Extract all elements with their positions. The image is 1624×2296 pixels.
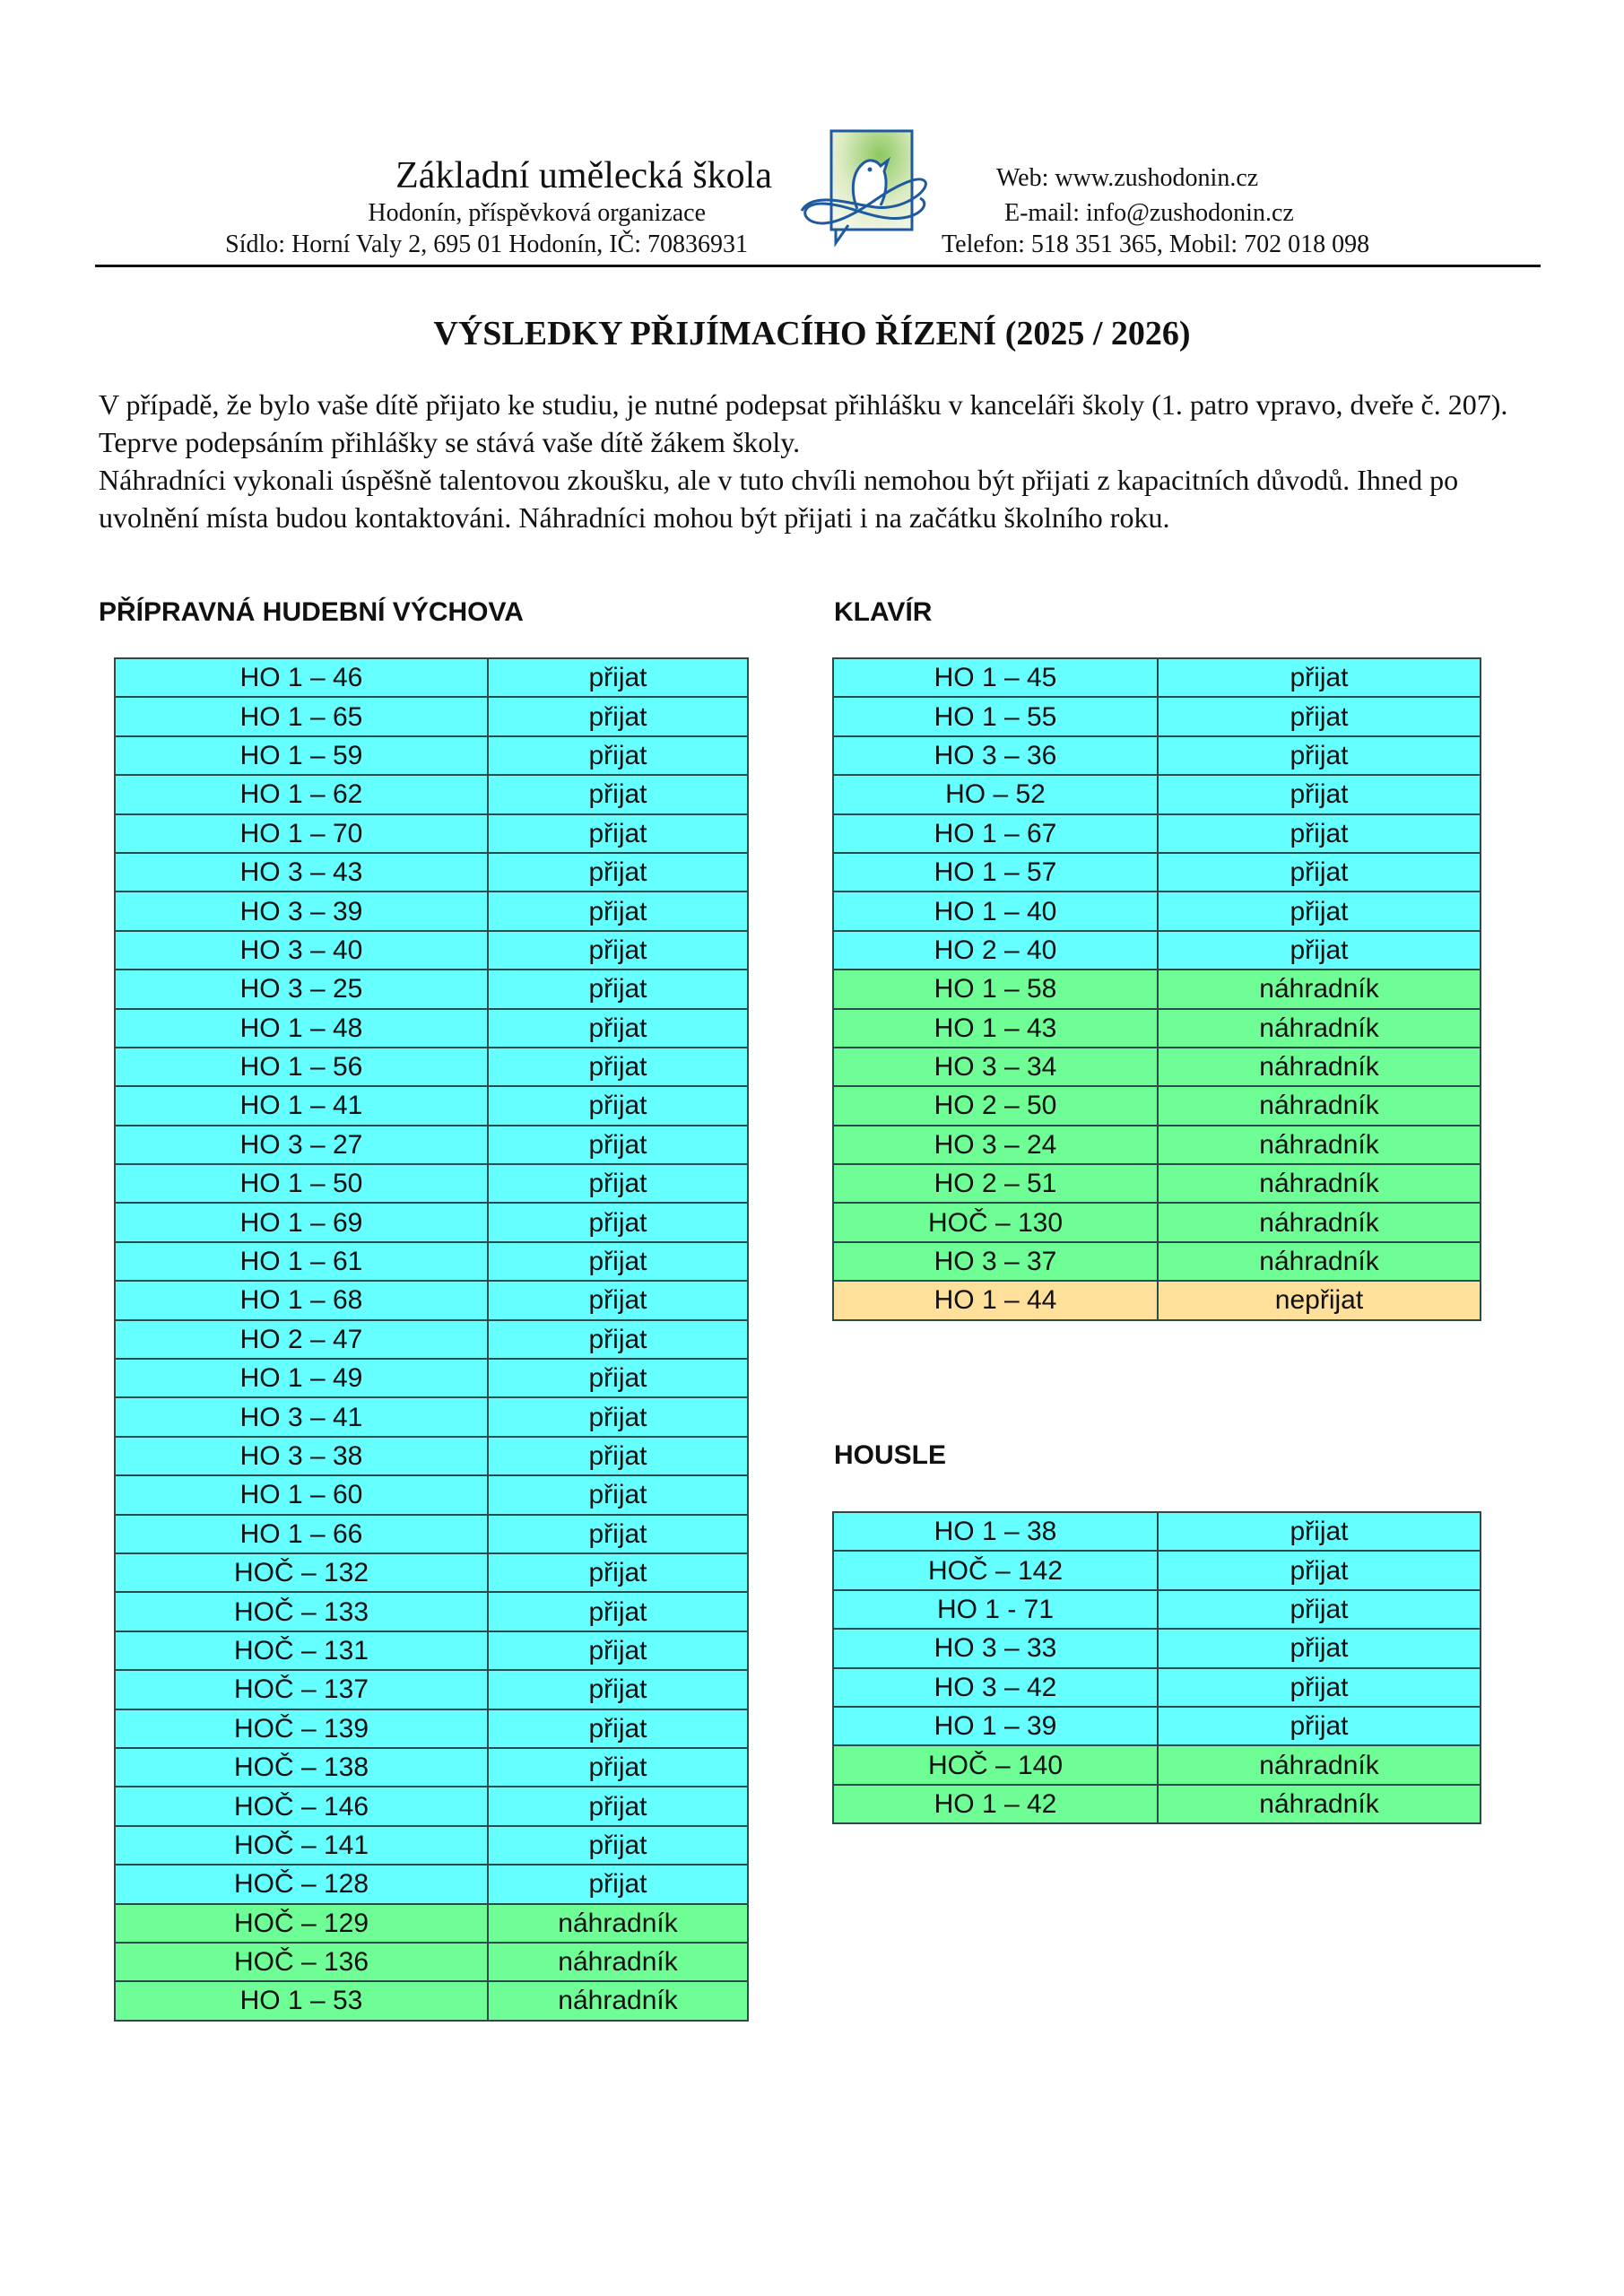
applicant-code: HO 1 – 48 [115, 1009, 488, 1048]
applicant-code: HO 1 – 41 [115, 1086, 488, 1125]
admission-status: přijat [488, 1475, 748, 1514]
table-row [115, 1631, 748, 1670]
applicant-code: HO 2 – 51 [833, 1164, 1158, 1203]
applicant-code: HOČ – 146 [115, 1787, 488, 1825]
admission-status: přijat [488, 814, 748, 853]
table-row [115, 1164, 748, 1203]
admission-status: nepřijat [1158, 1281, 1481, 1319]
table-row [115, 1242, 748, 1281]
table-row [115, 931, 748, 970]
table-row [115, 1943, 748, 1981]
table-row [115, 697, 748, 735]
applicant-code: HOČ – 132 [115, 1553, 488, 1592]
admission-status: přijat [488, 1397, 748, 1436]
table-row [833, 1590, 1481, 1629]
admission-status: přijat [488, 1865, 748, 1903]
table-row [115, 1009, 748, 1048]
results-table-housle [832, 1511, 1481, 1824]
admission-status: přijat [488, 1826, 748, 1865]
table-row [115, 970, 748, 1008]
admission-status: přijat [1158, 814, 1481, 853]
admission-status: náhradník [488, 1904, 748, 1943]
applicant-code: HOČ – 138 [115, 1748, 488, 1787]
applicant-code: HO 1 – 69 [115, 1203, 488, 1241]
applicant-code: HO 1 – 65 [115, 697, 488, 735]
applicant-code: HO 1 – 62 [115, 775, 488, 813]
admission-status: přijat [488, 775, 748, 813]
applicant-code: HO 3 – 42 [833, 1668, 1158, 1707]
table-row [115, 1203, 748, 1241]
admission-status: náhradník [488, 1981, 748, 2020]
admission-status: náhradník [1158, 1785, 1481, 1823]
admission-status: přijat [488, 1048, 748, 1086]
table-row [115, 1787, 748, 1825]
applicant-code: HO 1 – 49 [115, 1359, 488, 1397]
applicant-code: HO 1 – 40 [833, 891, 1158, 930]
table-row [115, 1359, 748, 1397]
table-row [833, 1203, 1481, 1241]
table-row [833, 1242, 1481, 1281]
section-heading-housle: HOUSLE [834, 1440, 947, 1470]
admission-status: přijat [488, 1515, 748, 1553]
admission-status: náhradník [1158, 1009, 1481, 1048]
admission-status: přijat [1158, 697, 1481, 735]
table-row [115, 1553, 748, 1592]
admission-status: přijat [1158, 1512, 1481, 1551]
admission-status: přijat [488, 1670, 748, 1709]
applicant-code: HO 1 – 45 [833, 658, 1158, 697]
table-row [115, 1397, 748, 1436]
admission-status: náhradník [1158, 1164, 1481, 1203]
applicant-code: HO 1 – 55 [833, 697, 1158, 735]
table-row [115, 1748, 748, 1787]
applicant-code: HOČ – 128 [115, 1865, 488, 1903]
applicant-code: HOČ – 131 [115, 1631, 488, 1670]
applicant-code: HO 1 – 58 [833, 970, 1158, 1008]
table-row [833, 1281, 1481, 1319]
admission-status: přijat [488, 1709, 748, 1748]
applicant-code: HO 1 – 38 [833, 1512, 1158, 1551]
applicant-code: HOČ – 136 [115, 1943, 488, 1981]
table-row [833, 658, 1481, 697]
table-row [833, 1745, 1481, 1784]
header-divider [95, 265, 1541, 267]
section-heading-klavir: KLAVÍR [834, 597, 933, 627]
admission-status: přijat [488, 1203, 748, 1241]
applicant-code: HOČ – 141 [115, 1826, 488, 1865]
applicant-code: HO 2 – 50 [833, 1086, 1158, 1125]
table-row [833, 1009, 1481, 1048]
applicant-code: HO 2 – 40 [833, 931, 1158, 970]
table-row [115, 853, 748, 891]
table-row [115, 775, 748, 813]
table-row [115, 1670, 748, 1709]
applicant-code: HO 3 – 24 [833, 1126, 1158, 1164]
admission-status: přijat [488, 1437, 748, 1475]
table-row [833, 814, 1481, 853]
applicant-code: HO 3 – 40 [115, 931, 488, 970]
table-row [115, 891, 748, 930]
intro-paragraph-substitutes: Náhradníci vykonali úspěšně talentovou zkoušku, ale v tuto chvíli nemohou být přijati z kapacitních důvodů. Ihned po uvolnění místa budou kontaktováni. Náhradníci mohou být přijati i na začátku školního roku. [99, 464, 1459, 534]
table-row [833, 1086, 1481, 1125]
applicant-code: HO 3 – 37 [833, 1242, 1158, 1281]
applicant-code: HO 3 – 33 [833, 1629, 1158, 1667]
table-row [833, 853, 1481, 891]
admission-status: náhradník [1158, 1086, 1481, 1125]
table-row [115, 1086, 748, 1125]
table-row [833, 970, 1481, 1008]
admission-status: přijat [488, 1086, 748, 1125]
applicant-code: HOČ – 142 [833, 1551, 1158, 1589]
applicant-code: HO 1 – 70 [115, 814, 488, 853]
table-row [833, 1707, 1481, 1745]
admission-status: přijat [488, 1631, 748, 1670]
applicant-code: HO 3 – 41 [115, 1397, 488, 1436]
admission-status: přijat [1158, 1668, 1481, 1707]
table-row [115, 736, 748, 775]
table-row [833, 1512, 1481, 1551]
applicant-code: HO 1 – 67 [833, 814, 1158, 853]
applicant-code: HOČ – 129 [115, 1904, 488, 1943]
applicant-code: HO 1 – 66 [115, 1515, 488, 1553]
admission-status: přijat [1158, 1629, 1481, 1667]
admission-status: přijat [1158, 658, 1481, 697]
applicant-code: HO 1 – 53 [115, 1981, 488, 2020]
admission-status: přijat [1158, 1707, 1481, 1745]
table-row [115, 1981, 748, 2020]
admission-status: přijat [1158, 1551, 1481, 1589]
applicant-code: HO – 52 [833, 775, 1158, 813]
applicant-code: HO 1 – 42 [833, 1785, 1158, 1823]
section-heading-phv: PŘÍPRAVNÁ HUDEBNÍ VÝCHOVA [99, 597, 524, 627]
document-title: VÝSLEDKY PŘIJÍMACÍHO ŘÍZENÍ (2025 / 2026) [433, 315, 1191, 352]
school-web: Web: www.zushodonin.cz [996, 164, 1259, 192]
admission-status: přijat [488, 1748, 748, 1787]
table-row [833, 1048, 1481, 1086]
admission-status: přijat [1158, 931, 1481, 970]
school-email: E-mail: info@zushodonin.cz [1004, 199, 1294, 227]
dove-logo-icon [795, 128, 938, 249]
applicant-code: HOČ – 137 [115, 1670, 488, 1709]
admission-status: přijat [488, 1320, 748, 1359]
table-row [115, 1826, 748, 1865]
results-table-phv [114, 657, 749, 2022]
table-row [833, 697, 1481, 735]
applicant-code: HO 1 - 71 [833, 1590, 1158, 1629]
table-row [115, 1437, 748, 1475]
admission-status: přijat [488, 1553, 748, 1592]
table-row [115, 1709, 748, 1748]
school-organization: Hodonín, příspěvková organizace [368, 199, 706, 227]
table-row [115, 1281, 748, 1319]
applicant-code: HO 1 – 56 [115, 1048, 488, 1086]
table-row [833, 1164, 1481, 1203]
admission-status: přijat [488, 1242, 748, 1281]
admission-status: přijat [1158, 1590, 1481, 1629]
admission-status: přijat [488, 1359, 748, 1397]
applicant-code: HO 1 – 46 [115, 658, 488, 697]
applicant-code: HOČ – 140 [833, 1745, 1158, 1784]
admission-status: přijat [1158, 853, 1481, 891]
admission-status: přijat [488, 853, 748, 891]
table-row [115, 1904, 748, 1943]
table-row [115, 1592, 748, 1631]
admission-status: přijat [1158, 775, 1481, 813]
table-row [833, 736, 1481, 775]
admission-status: přijat [488, 1164, 748, 1203]
table-row [115, 1475, 748, 1514]
applicant-code: HO 3 – 43 [115, 853, 488, 891]
table-row [833, 931, 1481, 970]
admission-status: náhradník [1158, 1203, 1481, 1241]
applicant-code: HO 1 – 44 [833, 1281, 1158, 1319]
admission-status: náhradník [1158, 970, 1481, 1008]
table-row [115, 1515, 748, 1553]
applicant-code: HOČ – 139 [115, 1709, 488, 1748]
table-row [115, 814, 748, 853]
applicant-code: HO 1 – 43 [833, 1009, 1158, 1048]
admission-status: přijat [488, 1281, 748, 1319]
table-row [115, 1320, 748, 1359]
applicant-code: HO 3 – 38 [115, 1437, 488, 1475]
applicant-code: HO 1 – 59 [115, 736, 488, 775]
applicant-code: HO 1 – 60 [115, 1475, 488, 1514]
admission-status: přijat [488, 697, 748, 735]
admission-status: přijat [488, 1787, 748, 1825]
admission-status: přijat [488, 736, 748, 775]
admission-status: náhradník [488, 1943, 748, 1981]
table-row [115, 1048, 748, 1086]
applicant-code: HO 3 – 27 [115, 1126, 488, 1164]
table-row [115, 1126, 748, 1164]
applicant-code: HO 3 – 34 [833, 1048, 1158, 1086]
table-row [115, 658, 748, 697]
results-table-klavir [832, 657, 1481, 1321]
admission-status: náhradník [1158, 1126, 1481, 1164]
admission-status: přijat [488, 1126, 748, 1164]
table-row [115, 1865, 748, 1903]
intro-paragraph-signing: V případě, že bylo vaše dítě přijato ke studiu, je nutné podepsat přihlášku v kanceláři školy (1. patro vpravo, dveře č. 207). Teprve podepsáním přihlášky se stává vaše dítě žákem školy. [99, 388, 1508, 458]
applicant-code: HO 1 – 39 [833, 1707, 1158, 1745]
admission-status: náhradník [1158, 1242, 1481, 1281]
applicant-code: HO 1 – 57 [833, 853, 1158, 891]
applicant-code: HO 1 – 61 [115, 1242, 488, 1281]
applicant-code: HOČ – 133 [115, 1592, 488, 1631]
applicant-code: HO 3 – 39 [115, 891, 488, 930]
admission-status: přijat [1158, 736, 1481, 775]
admission-status: přijat [488, 658, 748, 697]
school-name: Základní umělecká škola [395, 155, 772, 196]
admission-status: přijat [488, 891, 748, 930]
table-row [833, 891, 1481, 930]
applicant-code: HO 1 – 68 [115, 1281, 488, 1319]
admission-status: přijat [488, 970, 748, 1008]
table-row [833, 1668, 1481, 1707]
admission-status: náhradník [1158, 1745, 1481, 1784]
admission-status: přijat [488, 1592, 748, 1631]
applicant-code: HO 2 – 47 [115, 1320, 488, 1359]
admission-status: přijat [488, 1009, 748, 1048]
applicant-code: HO 3 – 25 [115, 970, 488, 1008]
admission-status: náhradník [1158, 1048, 1481, 1086]
admission-status: přijat [488, 931, 748, 970]
applicant-code: HO 1 – 50 [115, 1164, 488, 1203]
admission-status: přijat [1158, 891, 1481, 930]
table-row [833, 1551, 1481, 1589]
school-phone: Telefon: 518 351 365, Mobil: 702 018 098 [942, 230, 1370, 258]
applicant-code: HOČ – 130 [833, 1203, 1158, 1241]
applicant-code: HO 3 – 36 [833, 736, 1158, 775]
table-row [833, 1785, 1481, 1823]
table-row [833, 775, 1481, 813]
school-address: Sídlo: Horní Valy 2, 695 01 Hodonín, IČ: 70836931 [225, 230, 748, 258]
table-row [833, 1126, 1481, 1164]
table-row [833, 1629, 1481, 1667]
